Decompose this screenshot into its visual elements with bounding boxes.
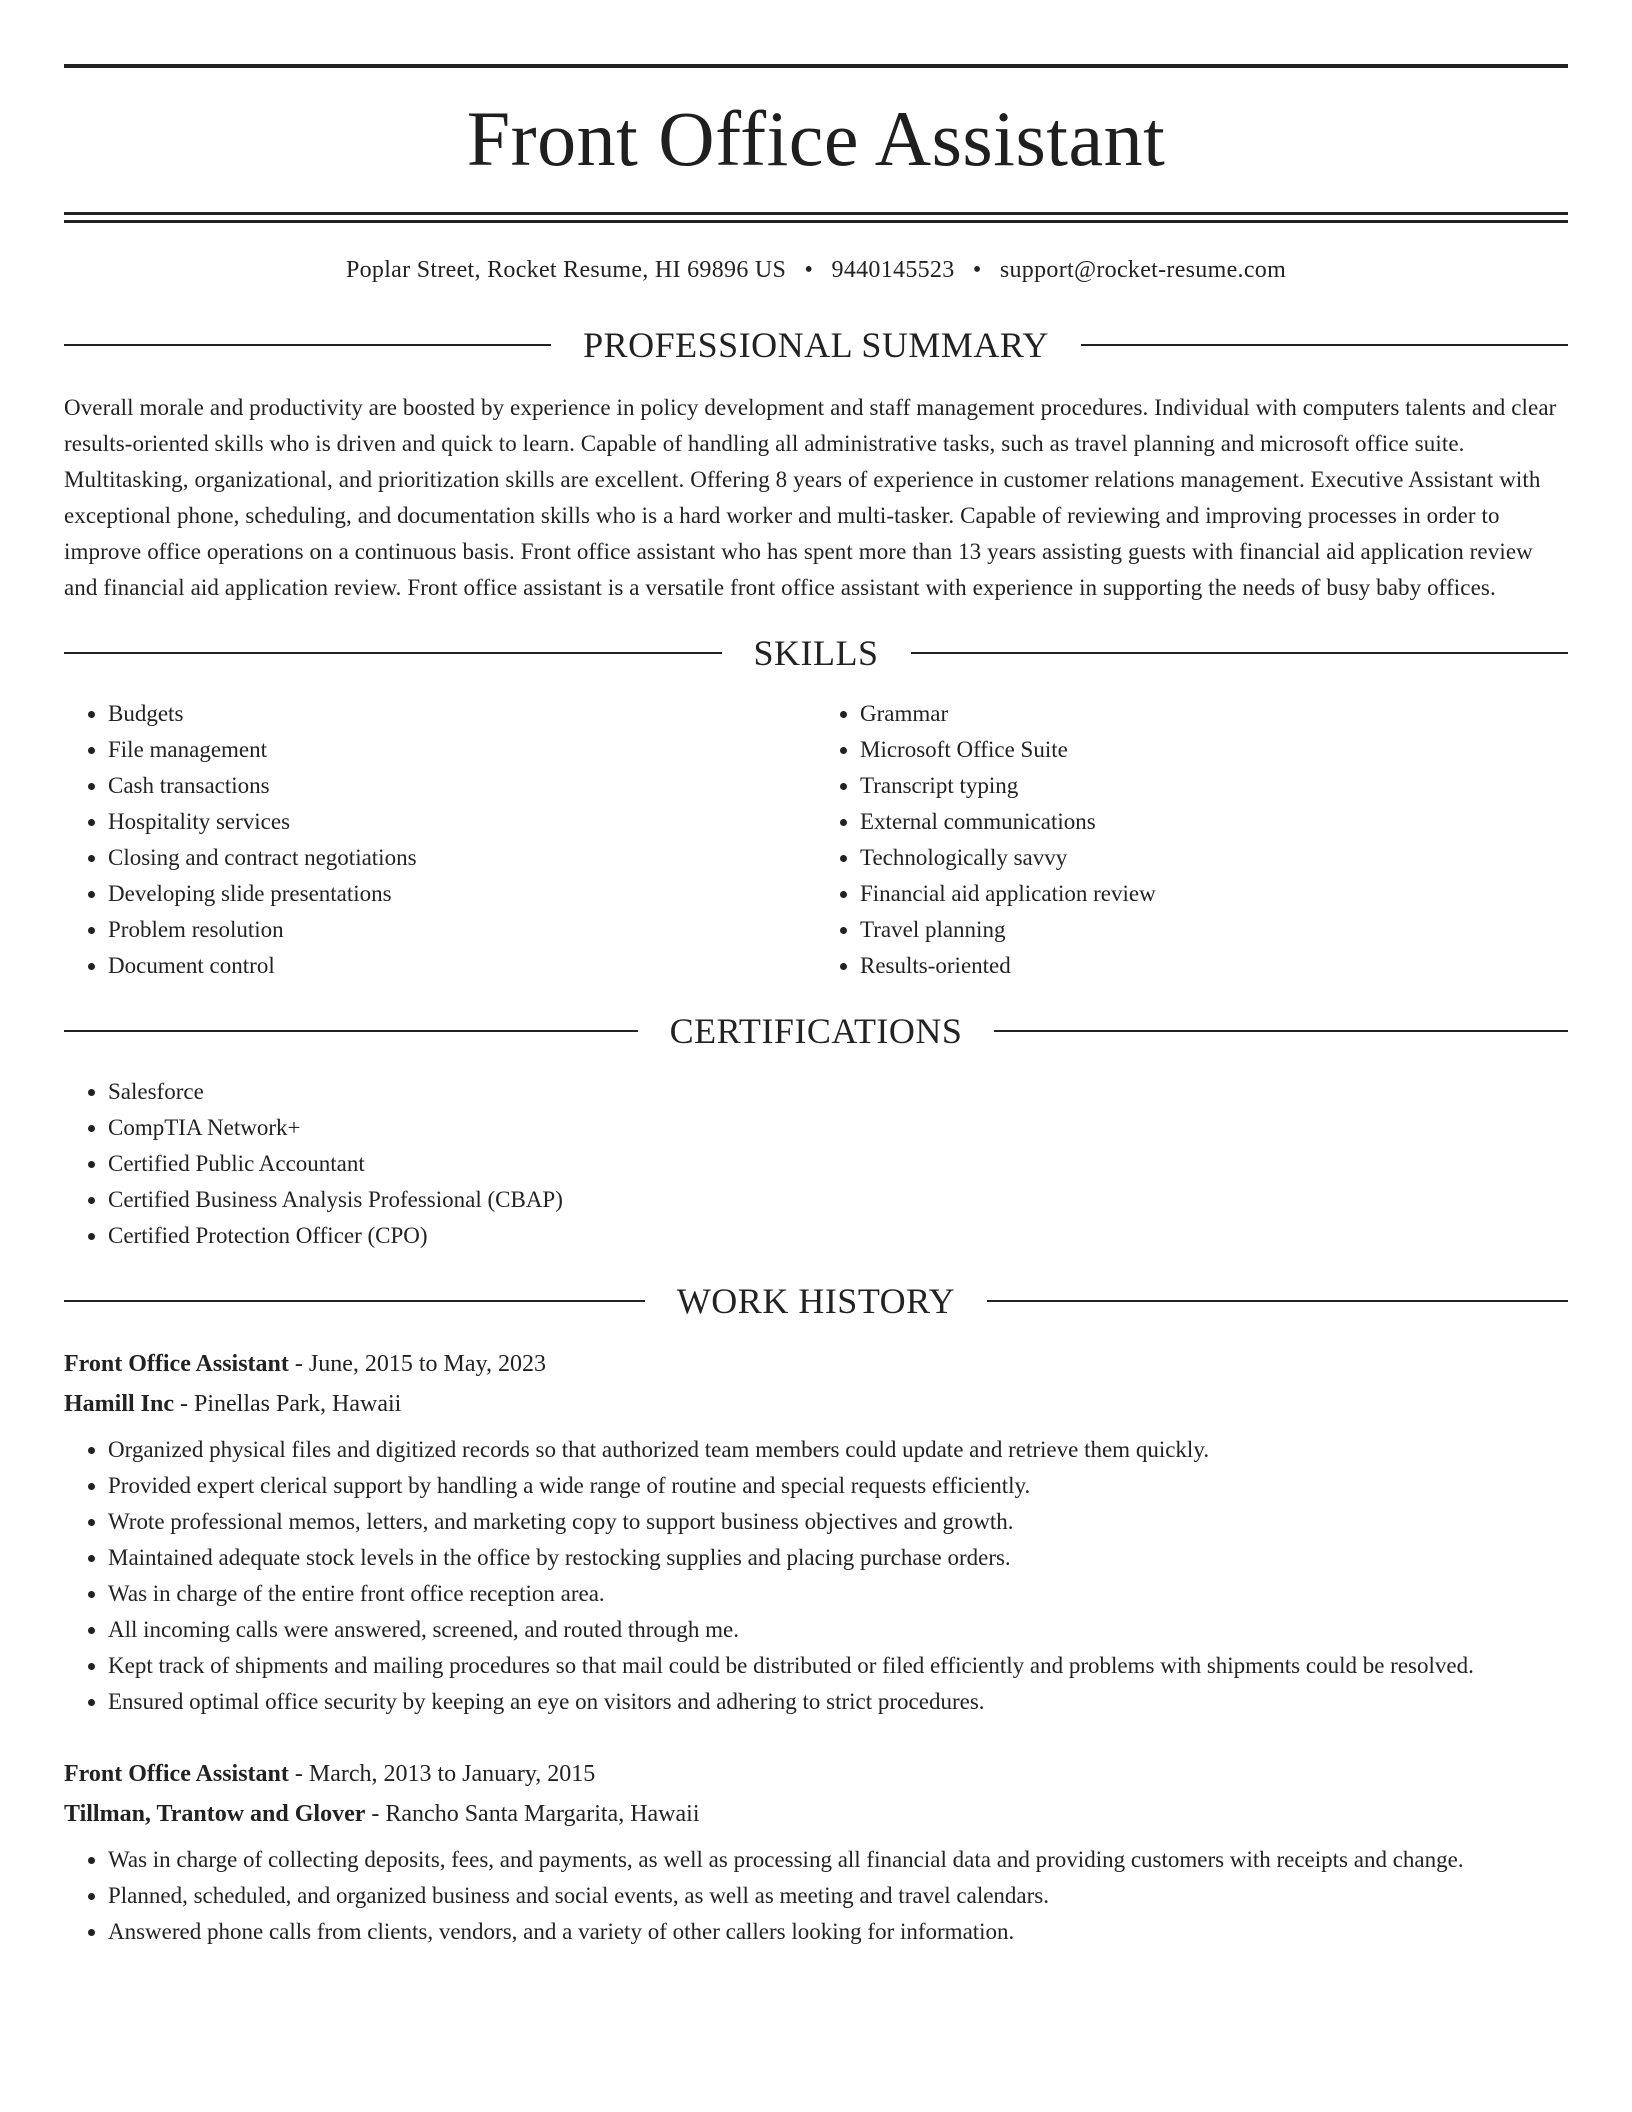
contact-email: support@rocket-resume.com xyxy=(999,257,1287,283)
resume-title: Front Office Assistant xyxy=(466,95,1166,182)
section-title: SKILLS xyxy=(753,633,879,673)
list-item: • External communications xyxy=(860,804,1568,840)
heading-rule xyxy=(994,1030,1568,1032)
list-item: • Microsoft Office Suite xyxy=(860,732,1568,768)
certifications-list xyxy=(64,1074,1568,1254)
skills-list-left xyxy=(64,696,816,984)
job-company: Tillman, Trantow and Glover xyxy=(64,1801,366,1827)
heading-rule xyxy=(64,1300,645,1302)
section-title: WORK HISTORY xyxy=(676,1281,956,1321)
job-location: Pinellas Park, Hawaii xyxy=(194,1391,402,1417)
list-item: • Certified Public Accountant xyxy=(108,1146,1568,1182)
list-item: • Transcript typing xyxy=(860,768,1568,804)
section-heading-summary xyxy=(64,324,1568,366)
section-title: CERTIFICATIONS xyxy=(669,1011,963,1051)
list-item: • Organized physical files and digitized records so that authorized team members could update and retrieve them quickly. xyxy=(108,1432,1568,1468)
list-item: • Wrote professional memos, letters, and marketing copy to support business objectives and growth. xyxy=(108,1504,1568,1540)
list-item: • Planned, scheduled, and organized business and social events, as well as meeting and travel calendars. xyxy=(108,1878,1568,1914)
list-item: • Maintained adequate stock levels in the office by restocking supplies and placing purchase orders. xyxy=(108,1540,1568,1576)
heading-rule xyxy=(987,1300,1568,1302)
list-item: • Hospitality services xyxy=(108,804,816,840)
job-bullets xyxy=(64,1432,1568,1720)
list-item: • Results-oriented xyxy=(860,948,1568,984)
list-item: • Kept track of shipments and mailing procedures so that mail could be distributed or filed efficiently and problems with shipments could be resolved. xyxy=(108,1648,1568,1684)
job-company-line: Hamill Inc - Pinellas Park, Hawaii xyxy=(64,1391,402,1417)
list-item: • Ensured optimal office security by keeping an eye on visitors and adhering to strict procedures. xyxy=(108,1684,1568,1720)
list-item: • Certified Business Analysis Professional (CBAP) xyxy=(108,1182,1568,1218)
list-item: • Was in charge of collecting deposits, fees, and payments, as well as processing all financial data and providing customers with receipts and change. xyxy=(108,1842,1568,1878)
header-bottom-rule xyxy=(64,212,1568,223)
heading-rule xyxy=(64,1030,638,1032)
job-company-line: Tillman, Trantow and Glover - Rancho Santa Margarita, Hawaii xyxy=(64,1801,700,1827)
contact-address: Poplar Street, Rocket Resume, HI 69896 US xyxy=(345,257,787,283)
section-title: PROFESSIONAL SUMMARY xyxy=(583,325,1049,365)
job-dates: June, 2015 to May, 2023 xyxy=(308,1351,546,1377)
list-item: • Travel planning xyxy=(860,912,1568,948)
job-title-line: Front Office Assistant - March, 2013 to January, 2015 xyxy=(64,1761,596,1787)
contact-line xyxy=(64,257,1568,284)
list-item: • Grammar xyxy=(860,696,1568,732)
header-top-rule xyxy=(64,64,1568,68)
job-company: Hamill Inc xyxy=(64,1391,175,1417)
heading-rule xyxy=(64,344,551,346)
section-heading-skills xyxy=(64,632,1568,674)
job-bullets xyxy=(64,1842,1568,1950)
contact-separator: • xyxy=(804,257,814,283)
heading-rule xyxy=(64,652,722,654)
list-item: • Financial aid application review xyxy=(860,876,1568,912)
list-item: • Technologically savvy xyxy=(860,840,1568,876)
list-item: • All incoming calls were answered, screened, and routed through me. xyxy=(108,1612,1568,1648)
list-item: • Salesforce xyxy=(108,1074,1568,1110)
job-title-line: Front Office Assistant - June, 2015 to May, 2023 xyxy=(64,1351,546,1377)
job-title: Front Office Assistant xyxy=(64,1761,289,1787)
contact-phone: 9440145523 xyxy=(831,257,955,283)
list-item: • Answered phone calls from clients, vendors, and a variety of other callers looking for information. xyxy=(108,1914,1568,1950)
list-item: • Cash transactions xyxy=(108,768,816,804)
summary-text: Overall morale and productivity are boosted by experience in policy development and staff management procedures. Individual with computers talents and clear results-oriented skills who is driven and quick to learn. Capable of handling all administrative tasks, such as travel planning and microsoft office suite. Multitasking, organizational, and prioritization skills are excellent. Offering 8 years of experience in customer relations management. Executive Assistant with exceptional phone, scheduling, and documentation skills who is a hard worker and multi-tasker. Capable of reviewing and improving processes in order to improve office operations on a continuous basis. Front office assistant who has spent more than 13 years assisting guests with financial aid application review and financial aid application review. Front office assistant is a versatile front office assistant with experience in supporting the needs of busy baby offices. xyxy=(64,395,1557,600)
job-entry xyxy=(64,1754,1568,1950)
heading-rule xyxy=(1081,344,1568,346)
list-item: • Was in charge of the entire front office reception area. xyxy=(108,1576,1568,1612)
section-heading-certifications xyxy=(64,1010,1568,1052)
list-item: • Certified Protection Officer (CPO) xyxy=(108,1218,1568,1254)
list-item: • Developing slide presentations xyxy=(108,876,816,912)
contact-separator: • xyxy=(972,257,982,283)
job-title: Front Office Assistant xyxy=(64,1351,289,1377)
resume-page xyxy=(64,64,1568,1950)
list-item: • CompTIA Network+ xyxy=(108,1110,1568,1146)
heading-rule xyxy=(911,652,1569,654)
job-location: Rancho Santa Margarita, Hawaii xyxy=(385,1801,700,1827)
list-item: • Provided expert clerical support by handling a wide range of routine and special requests efficiently. xyxy=(108,1468,1568,1504)
job-dates: March, 2013 to January, 2015 xyxy=(308,1761,596,1787)
job-entry xyxy=(64,1344,1568,1720)
list-item: • Problem resolution xyxy=(108,912,816,948)
skills-list-right xyxy=(816,696,1568,984)
skills-columns xyxy=(64,696,1568,984)
list-item: • Document control xyxy=(108,948,816,984)
list-item: • Budgets xyxy=(108,696,816,732)
list-item: • File management xyxy=(108,732,816,768)
list-item: • Closing and contract negotiations xyxy=(108,840,816,876)
section-heading-work-history xyxy=(64,1280,1568,1322)
